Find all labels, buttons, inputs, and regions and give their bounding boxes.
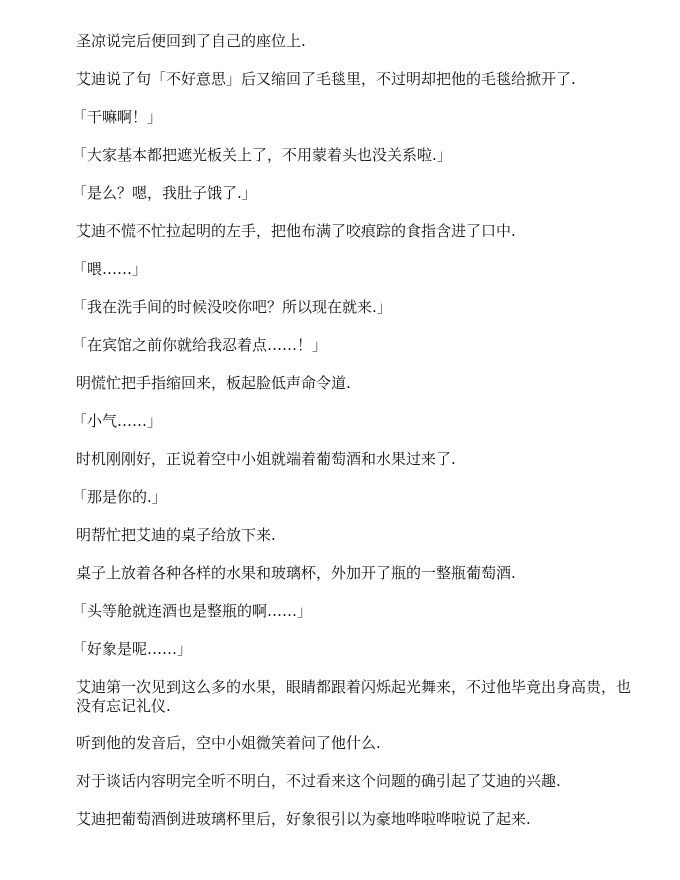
paragraph: 「喂……」 [72, 260, 148, 278]
paragraph: 艾迪不慌不忙拉起明的左手，把他布满了咬痕踪的食指含进了口中. [76, 222, 516, 240]
paragraph: 桌子上放着各种各样的水果和玻璃杯，外加开了瓶的一整瓶葡萄酒. [76, 564, 516, 582]
paragraph: 明帮忙把艾迪的桌子给放下来. [76, 526, 276, 544]
paragraph: 对于谈话内容明完全听不明白，不过看来这个问题的确引起了艾迪的兴趣. [76, 772, 561, 790]
paragraph: 「好象是呢……」 [72, 640, 193, 658]
paragraph: 「那是你的.」 [72, 488, 167, 506]
paragraph: 圣凉说完后便回到了自己的座位上. [76, 32, 306, 50]
paragraph: 艾迪说了句「不好意思」后又缩回了毛毯里，不过明却把他的毛毯给掀开了. [76, 70, 576, 88]
paragraph: 「头等舱就连酒也是整瓶的啊……」 [72, 602, 313, 620]
paragraph: 艾迪把葡萄酒倒进玻璃杯里后，好象很引以为豪地哗啦哗啦说了起来. [76, 810, 531, 828]
paragraph: 「大家基本都把遮光板关上了，不用蒙着头也没关系啦.」 [72, 146, 452, 164]
paragraph: 「我在洗手间的时候没咬你吧？所以现在就来.」 [72, 298, 392, 316]
paragraph: 明慌忙把手指缩回来，板起脸低声命令道. [76, 374, 351, 392]
paragraph: 时机刚刚好，正说着空中小姐就端着葡萄酒和水果过来了. [76, 450, 456, 468]
paragraph: 「干嘛啊！」 [72, 108, 163, 126]
paragraph: 「小气……」 [72, 412, 163, 430]
paragraph: 听到他的发音后，空中小姐微笑着问了他什么. [76, 734, 381, 752]
paragraph: 「在宾馆之前你就给我忍着点……！」 [72, 336, 328, 354]
paragraph: 艾迪第一次见到这么多的水果，眼睛都跟着闪烁起光舞来，不过他毕竟出身高贵，也没有忘记礼仪. [76, 678, 632, 715]
paragraph: 「是么？嗯，我肚子饿了.」 [72, 184, 257, 202]
